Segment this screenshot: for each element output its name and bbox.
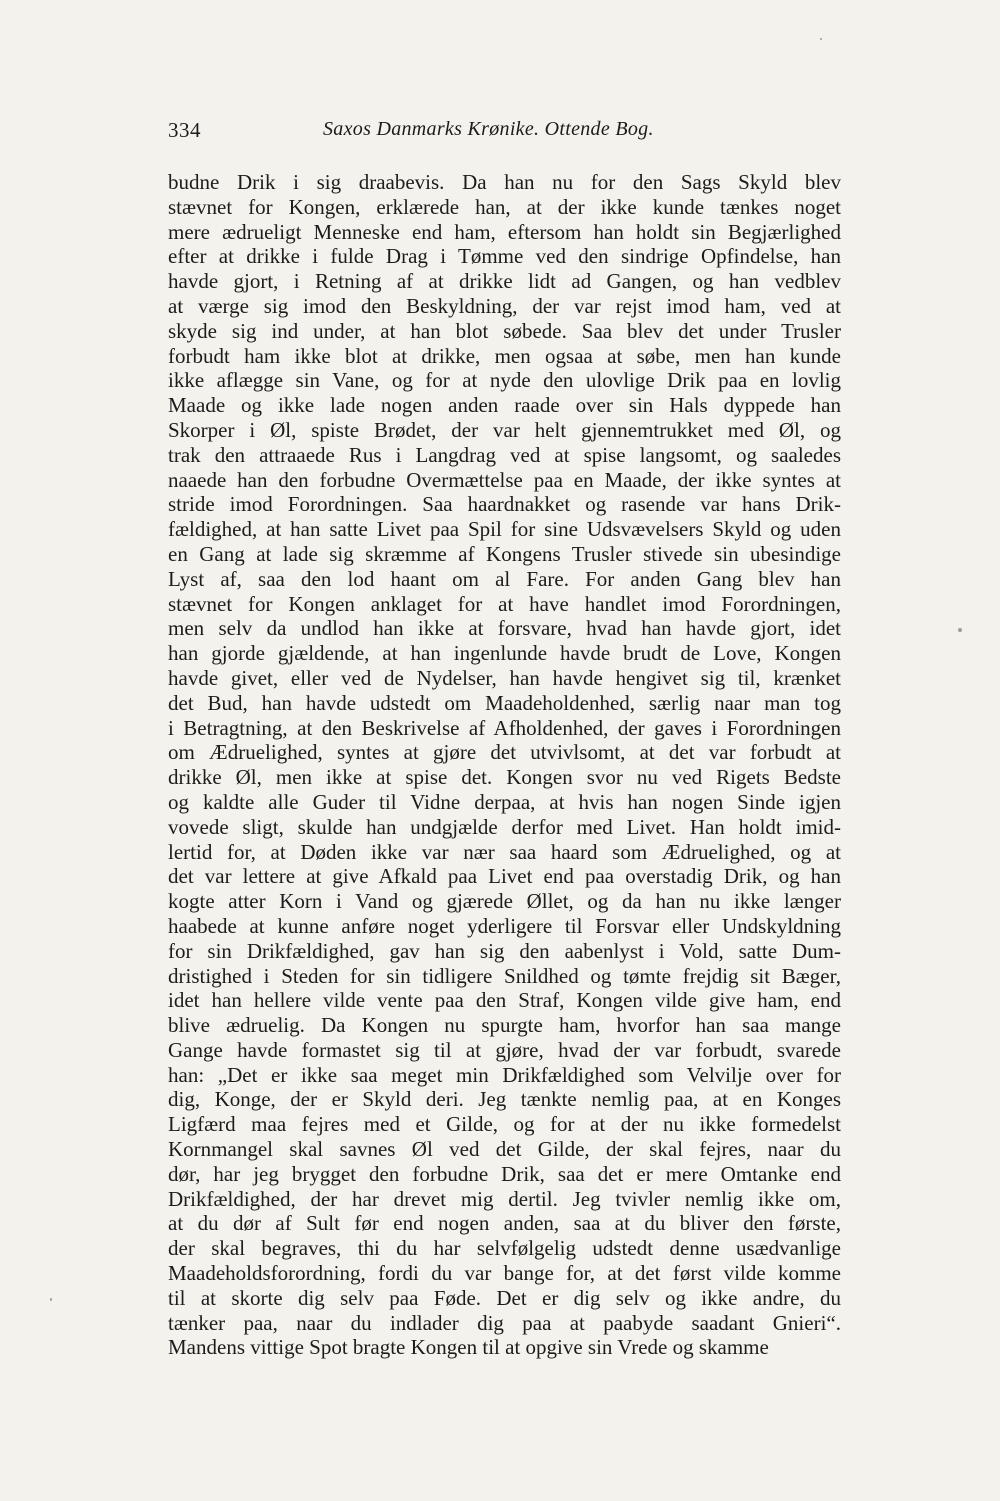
- page-header: [168, 118, 848, 148]
- text-line: det var lettere at give Afkald paa Livet end paa overstadig Drik, og han: [168, 864, 841, 889]
- text-line: han gjorde gjældende, at han ingenlunde havde brudt de Love, Kongen: [168, 641, 841, 666]
- text-line: forbudt ham ikke blot at drikke, men ogsaa at søbe, men han kunde: [168, 343, 841, 368]
- text-line: havde gjort, i Retning af at drikke lidt ad Gangen, og han vedblev: [168, 269, 841, 294]
- text-line: stride imod Forordningen. Saa haardnakket og rasende var hans Drik-: [168, 492, 841, 517]
- text-line: Maadeholdsforordning, fordi du var bange for, at det først vilde komme: [168, 1261, 841, 1286]
- text-line: lertid for, at Døden ikke var nær saa haard som Ædruelighed, og at: [168, 839, 841, 864]
- text-line: drikke Øl, men ikke at spise det. Kongen svor nu ved Rigets Bedste: [168, 765, 841, 790]
- text-line: at du dør af Sult før end nogen anden, saa at du bliver den første,: [168, 1211, 841, 1236]
- text-line: idet han hellere vilde vente paa den Straf, Kongen vilde give ham, end: [168, 988, 841, 1013]
- text-line: for sin Drikfældighed, gav han sig den aabenlyst i Vold, satte Dum-: [168, 938, 841, 963]
- text-line: vovede sligt, skulde han undgjælde derfor med Livet. Han holdt imid-: [168, 814, 841, 839]
- text-line: Ligfærd maa fejres med et Gilde, og for at der nu ikke formedelst: [168, 1112, 841, 1137]
- text-line: Drikfældighed, der har drevet mig dertil. Jeg tvivler nemlig ikke om,: [168, 1186, 841, 1211]
- text-line: haabede at kunne anføre noget yderligere til Forsvar eller Undskyldning: [168, 913, 841, 938]
- text-line: det Bud, han havde udstedt om Maadeholdenhed, særlig naar man tog: [168, 690, 841, 715]
- page-number: 334: [168, 118, 201, 142]
- scan-speck: [958, 628, 962, 632]
- text-line: Maade og ikke lade nogen anden raade over sin Hals dyppede han: [168, 393, 841, 418]
- text-line: fældighed, at han satte Livet paa Spil for sine Udsvævelsers Skyld og uden: [168, 517, 841, 542]
- text-line: Kornmangel skal savnes Øl ved det Gilde, der skal fejres, naar du: [168, 1137, 841, 1162]
- text-line: om Ædruelighed, syntes at gjøre det utvivlsomt, at det var forbudt at: [168, 740, 841, 765]
- running-head: Saxos Danmarks Krønike. Ottende Bog.: [323, 118, 654, 140]
- text-line: til at skorte dig selv paa Føde. Det er dig selv og ikke andre, du: [168, 1285, 841, 1310]
- text-line: efter at drikke i fulde Drag i Tømme ved den sindrige Opfindelse, han: [168, 244, 841, 269]
- text-line: der skal begraves, thi du har selvfølgelig udstedt denne usædvanlige: [168, 1236, 841, 1261]
- text-line: dristighed i Steden for sin tidligere Snildhed og tømte frejdig sit Bæger,: [168, 963, 841, 988]
- text-line: han: „Det er ikke saa meget min Drikfældighed som Velvilje over for: [168, 1062, 841, 1087]
- text-line: stævnet for Kongen anklaget for at have handlet imod Forordningen,: [168, 591, 841, 616]
- text-line: mere ædrueligt Menneske end ham, eftersom han holdt sin Begjærlighed: [168, 219, 841, 244]
- text-line: Gange havde formastet sig til at gjøre, hvad der var forbudt, svarede: [168, 1037, 841, 1062]
- scan-speck: [50, 1298, 52, 1301]
- text-line: tænker paa, naar du indlader dig paa at paabyde saadant Gnieri“.: [168, 1310, 841, 1335]
- text-line: Lyst af, saa den lod haant om al Fare. For anden Gang blev han: [168, 566, 841, 591]
- text-line: Skorper i Øl, spiste Brødet, der var helt gjennemtrukket med Øl, og: [168, 417, 841, 442]
- text-line: og kaldte alle Guder til Vidne derpaa, at hvis han nogen Sinde igjen: [168, 789, 841, 814]
- text-line: dør, har jeg brygget den forbudne Drik, saa det er mere Omtanke end: [168, 1161, 841, 1186]
- text-line: men selv da undlod han ikke at forsvare, hvad han havde gjort, idet: [168, 616, 841, 641]
- text-line: stævnet for Kongen, erklærede han, at der ikke kunde tænkes noget: [168, 194, 841, 219]
- text-line: dig, Konge, der er Skyld deri. Jeg tænkte nemlig paa, at en Konges: [168, 1087, 841, 1112]
- scan-speck: [820, 38, 822, 40]
- text-line: naaede han den forbudne Overmættelse paa en Maade, der ikke syntes at: [168, 467, 841, 492]
- text-line: i Betragtning, at den Beskrivelse af Afholdenhed, der gaves i Forordningen: [168, 715, 841, 740]
- text-line: blive ædruelig. Da Kongen nu spurgte ham, hvorfor han saa mange: [168, 1013, 841, 1038]
- text-line: havde givet, eller ved de Nydelser, han havde hengivet sig til, krænket: [168, 665, 841, 690]
- body-text: [168, 170, 841, 1360]
- text-line: trak den attraaede Rus i Langdrag ved at spise langsomt, og saaledes: [168, 442, 841, 467]
- text-line: ikke aflægge sin Vane, og for at nyde den ulovlige Drik paa en lovlig: [168, 368, 841, 393]
- text-line: en Gang at lade sig skræmme af Kongens Trusler stivede sin ubesindige: [168, 541, 841, 566]
- text-line: budne Drik i sig draabevis. Da han nu for den Sags Skyld blev: [168, 170, 841, 194]
- text-line: Mandens vittige Spot bragte Kongen til at opgive sin Vrede og skamme: [168, 1335, 769, 1360]
- text-line: skyde sig ind under, at han blot søbede. Saa blev det under Trusler: [168, 318, 841, 343]
- text-line: kogte atter Korn i Vand og gjærede Øllet, og da han nu ikke længer: [168, 889, 841, 914]
- text-line: at værge sig imod den Beskyldning, der var rejst imod ham, ved at: [168, 293, 841, 318]
